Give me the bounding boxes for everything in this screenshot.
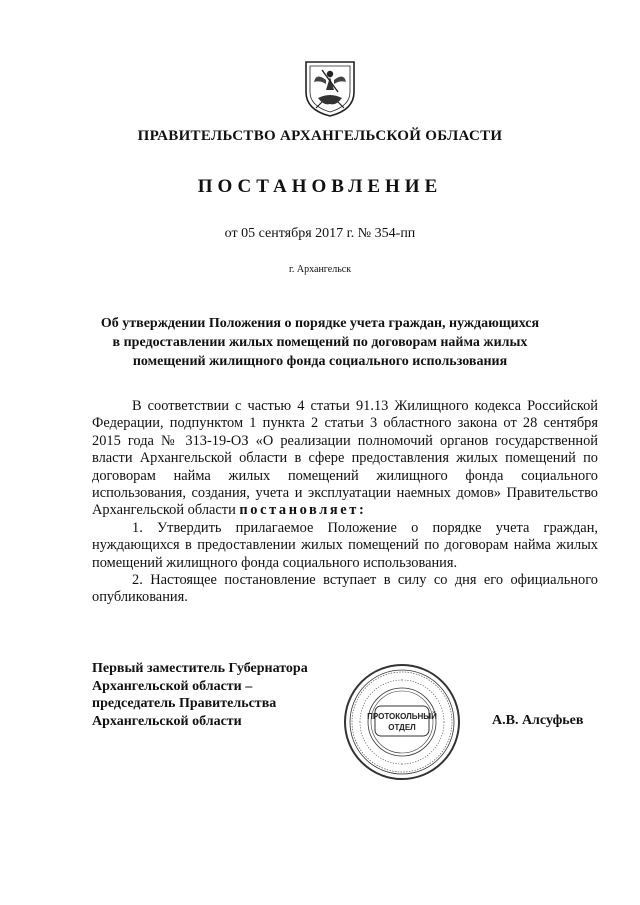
subject-line: в предоставлении жилых помещений по договорам найма жилых xyxy=(112,335,528,350)
document-city: г. Архангельск xyxy=(288,264,352,275)
organization-title: ПРАВИТЕЛЬСТВО АРХАНГЕЛЬСКОЙ ОБЛАСТИ xyxy=(137,128,503,144)
document-type-title: ПОСТАНОВЛЕНИЕ xyxy=(197,176,443,197)
subject-line: Об утверждении Положения о порядке учета граждан, нуждающихся xyxy=(100,316,540,331)
signer-title-line: Архангельской области xyxy=(92,713,242,729)
signer-title-line: председатель Правительства xyxy=(92,696,277,712)
item-paragraph-1: 1. Утвердить прилагаемое Положение о порядке учета граждан, нуждающихся в предоставлении жилых помещений по договорам найма жилых помещений жилищного фонда социального использования. xyxy=(92,519,598,571)
signer-title xyxy=(92,660,308,730)
official-stamp xyxy=(342,662,462,782)
item-paragraph-2: 2. Настоящее постановление вступает в силу со дня его официального опубликования. xyxy=(92,572,598,606)
signer-title-line: Архангельской области – xyxy=(92,678,253,694)
stamp-center-line: ПРОТОКОЛЬНЫЙ xyxy=(367,712,437,721)
document-body xyxy=(92,398,598,607)
coat-of-arms-emblem xyxy=(302,58,358,118)
preamble-text: В соответствии с частью 4 статьи 91.13 Жилищного кодекса Российской Федерации, подпунктом 1 пункта 2 статьи 3 областного закона от 28 сентября 2015 года № 313-19-ОЗ «О реализации полномочий органов государственной власти Архангельской области в сфере предоставления жилых помещений по договорам найма жилых помещений жилищного фонда социального использования, создания, учета и эксплуатации наемных домов» Правительство Архангельской области xyxy=(92,398,598,519)
document-subject xyxy=(0,314,640,371)
document-date-number: от 05 сентября 2017 г. № 354-пп xyxy=(224,226,416,241)
signer-title-line: Первый заместитель Губернатора xyxy=(92,661,308,676)
preamble-paragraph xyxy=(92,398,598,520)
stamp-center-line: ОТДЕЛ xyxy=(388,723,416,732)
subject-line: помещений жилищного фонда социального использования xyxy=(132,354,508,369)
resolves-colon: : xyxy=(358,502,364,519)
resolves-word: постановляет xyxy=(239,502,359,519)
signer-name: А.В. Алсуфьев xyxy=(492,713,584,728)
